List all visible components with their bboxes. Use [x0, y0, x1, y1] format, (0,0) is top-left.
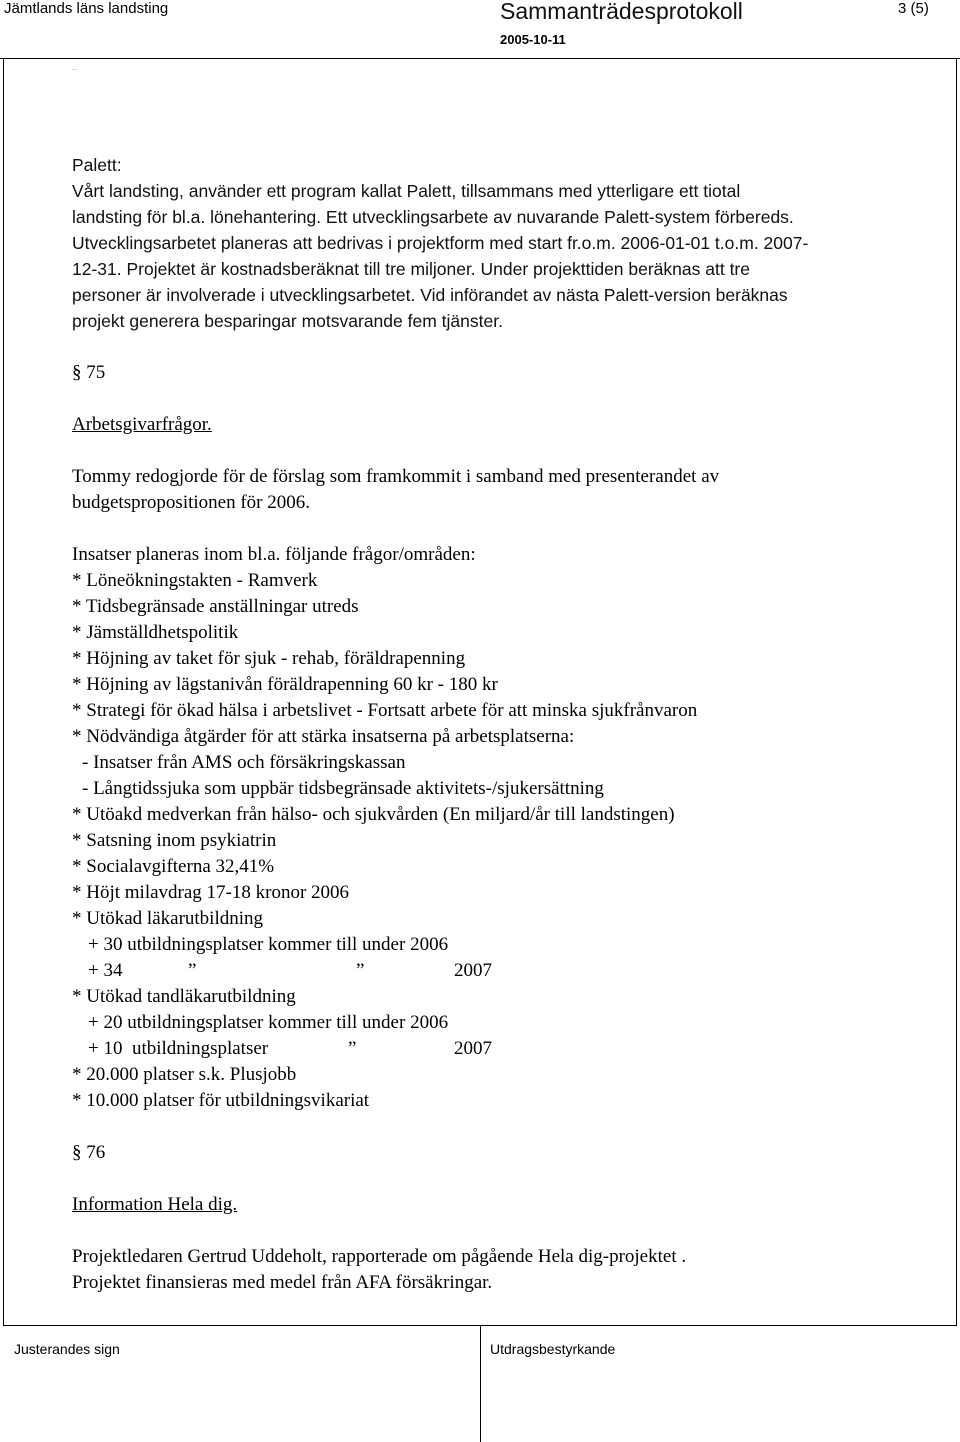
ditto-mark: ” [356, 960, 365, 981]
list-item: * Satsning inom psykiatrin [72, 830, 277, 851]
certification-label: Utdragsbestyrkande [490, 1341, 616, 1357]
list-item: * Höjt milavdrag 17-18 kronor 2006 [72, 882, 350, 903]
list-item: * 20.000 platser s.k. Plusjobb [72, 1064, 297, 1085]
list-subitem: - Långtidssjuka som uppbär tidsbegränsade aktivitets-/sjukersättning [82, 778, 604, 799]
organization-name: Jämtlands läns landsting [4, 0, 169, 17]
subitem-prefix: + 10 utbildningsplatser [88, 1038, 269, 1059]
palett-section [72, 152, 932, 334]
list-item: * Höjning av taket för sjuk - rehab, föräldrapenning [72, 648, 466, 669]
section-75 [72, 360, 932, 1114]
section-75-intro-line: budgetspropositionen för 2006. [72, 492, 311, 513]
palett-line: landsting för bl.a. lönehantering. Ett utvecklingsarbete av nuvarande Palett-system förbereds. [72, 207, 794, 227]
meeting-date: 2005-10-11 [500, 32, 566, 47]
list-item: * Jämställdhetspolitik [72, 622, 239, 643]
list-item: * Tidsbegränsade anställningar utreds [72, 596, 359, 617]
adjuster-signature-label: Justerandes sign [14, 1341, 120, 1357]
palett-line: Utvecklingsarbetet planeras att bedrivas i projektform med start fr.o.m. 2006-01-01 t.o.m. 2007- [72, 233, 809, 253]
section-76-line: Projektet finansieras med medel från AFA försäkringar. [72, 1272, 493, 1293]
list-subitem-row [72, 958, 932, 984]
palett-line: Vårt landsting, använder ett program kallat Palett, tillsammans med ytterligare ett tiotal [72, 181, 741, 201]
list-item: * Höjning av lägstanivån föräldrapenning 60 kr - 180 kr [72, 674, 498, 695]
ditto-mark: ” [348, 1038, 357, 1059]
palett-heading: Palett: [72, 155, 122, 175]
document-body [72, 152, 932, 1296]
subitem-year: 2007 [454, 960, 492, 981]
section-75-number: § 75 [72, 362, 106, 383]
section-76-number: § 76 [72, 1142, 106, 1163]
list-subitem-row [72, 1036, 932, 1062]
subitem-prefix: + 34 [88, 960, 123, 981]
list-item: * Löneökningstakten - Ramverk [72, 570, 318, 591]
subitem-year: 2007 [454, 1038, 492, 1059]
section-76-line: Projektledaren Gertrud Uddeholt, rapporterade om pågående Hela dig-projektet . [72, 1246, 687, 1267]
signature-divider [480, 1326, 481, 1442]
ditto-mark: ” [188, 960, 197, 981]
document-title: Sammanträdesprotokoll [500, 0, 743, 24]
section-76 [72, 1140, 932, 1296]
list-item: * Utökad läkarutbildning [72, 908, 264, 929]
section-75-intro-line: Tommy redogjorde för de förslag som framkommit i samband med presenterandet av [72, 466, 720, 487]
list-subitem: - Insatser från AMS och försäkringskassan [82, 752, 406, 773]
list-item: * Strategi för ökad hälsa i arbetslivet - Fortsatt arbete för att minska sjukfrånvaron [72, 700, 698, 721]
list-subitem: + 30 utbildningsplatser kommer till under 2006 [88, 934, 449, 955]
section-75-title: Arbetsgivarfrågor. [72, 414, 212, 435]
list-item: * Utökad tandläkarutbildning [72, 986, 296, 1007]
page-number: 3 (5) [898, 0, 929, 17]
palett-line: projekt generera besparingar motsvarande fem tjänster. [72, 311, 503, 331]
list-item: * Socialavgifterna 32,41% [72, 856, 275, 877]
section-76-title: Information Hela dig. [72, 1194, 238, 1215]
list-item: * Utöakd medverkan från hälso- och sjukvården (En miljard/år till landstingen) [72, 804, 675, 825]
list-subitem: + 20 utbildningsplatser kommer till under 2006 [88, 1012, 449, 1033]
scan-mark: ... [72, 66, 78, 72]
list-item: * Nödvändiga åtgärder för att stärka insatserna på arbetsplatserna: [72, 726, 575, 747]
list-item: * 10.000 platser för utbildningsvikariat [72, 1090, 370, 1111]
palett-line: 12-31. Projektet är kostnadsberäknat till tre miljoner. Under projekttiden beräknas att tre [72, 259, 750, 279]
section-75-list-heading: Insatser planeras inom bl.a. följande frågor/områden: [72, 544, 476, 565]
palett-line: personer är involverade i utvecklingsarbetet. Vid införandet av nästa Palett-version beräknas [72, 285, 788, 305]
